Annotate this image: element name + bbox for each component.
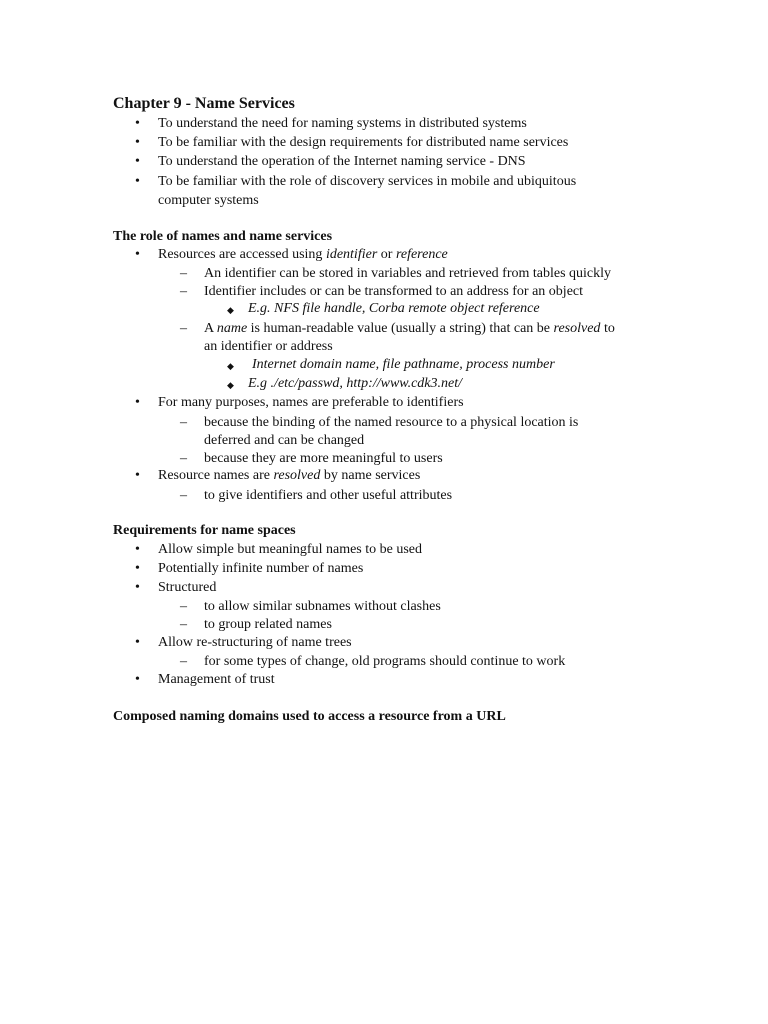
diamond-glyph: ◆	[227, 361, 234, 371]
dash-glyph: –	[180, 617, 187, 632]
section-heading-requirements: Requirements for name spaces	[113, 523, 296, 538]
name-definition-line: A name is human-readable value (usually a string) that can be resolved to	[204, 321, 615, 336]
dash-glyph: –	[180, 415, 187, 430]
requirement-item: Management of trust	[158, 672, 275, 687]
bullet-glyph: •	[135, 468, 140, 483]
dash-glyph: –	[180, 654, 187, 669]
bullet-glyph: •	[135, 116, 140, 131]
bullet-glyph: •	[135, 154, 140, 169]
dash-glyph: –	[180, 488, 187, 503]
bullet-glyph: •	[135, 174, 140, 189]
dash-glyph: –	[180, 321, 187, 336]
sub-item: because the binding of the named resource to a physical location is	[204, 415, 579, 430]
sub-item-continuation: deferred and can be changed	[204, 433, 365, 448]
example-item: Internet domain name, file pathname, process number	[252, 357, 555, 372]
sub-item: to give identifiers and other useful attributes	[204, 488, 453, 503]
objective-item: To be familiar with the design requirements for distributed name services	[158, 135, 569, 150]
requirement-item: Allow re-structuring of name trees	[158, 635, 352, 650]
requirement-item: Potentially infinite number of names	[158, 561, 364, 576]
bullet-glyph: •	[135, 561, 140, 576]
objective-item: To be familiar with the role of discovery services in mobile and ubiquitous	[158, 174, 577, 189]
bullet-glyph: •	[135, 135, 140, 150]
bullet-glyph: •	[135, 672, 140, 687]
resource-names-line: Resource names are resolved by name services	[158, 468, 421, 483]
resources-accessed-line: Resources are accessed using identifier or reference	[158, 247, 448, 262]
bullet-glyph: •	[135, 635, 140, 650]
bullet-glyph: •	[135, 580, 140, 595]
sub-item: to allow similar subnames without clashes	[204, 599, 441, 614]
dash-glyph: –	[180, 451, 187, 466]
sub-item: for some types of change, old programs should continue to work	[204, 654, 566, 669]
sub-item: because they are more meaningful to users	[204, 451, 443, 466]
purposes-item: For many purposes, names are preferable to identifiers	[158, 395, 464, 410]
objective-item: To understand the operation of the Internet naming service - DNS	[158, 154, 526, 169]
bullet-glyph: •	[135, 247, 140, 262]
sub-item: Identifier includes or can be transformed to an address for an object	[204, 284, 584, 299]
chapter-title: Chapter 9 - Name Services	[113, 95, 295, 112]
section-heading-role: The role of names and name services	[113, 229, 333, 244]
diamond-glyph: ◆	[227, 305, 234, 315]
diamond-glyph: ◆	[227, 380, 234, 390]
dash-glyph: –	[180, 599, 187, 614]
example-item: E.g ./etc/passwd, http://www.cdk3.net/	[248, 376, 462, 391]
bullet-glyph: •	[135, 395, 140, 410]
objective-item: To understand the need for naming systems in distributed systems	[158, 116, 527, 131]
requirement-item: Allow simple but meaningful names to be used	[158, 542, 423, 557]
section-heading-composed: Composed naming domains used to access a resource from a URL	[113, 709, 506, 724]
dash-glyph: –	[180, 266, 187, 281]
requirement-item: Structured	[158, 580, 217, 595]
sub-item: to group related names	[204, 617, 332, 632]
example-item: E.g. NFS file handle, Corba remote object reference	[248, 301, 540, 316]
dash-glyph: –	[180, 284, 187, 299]
objective-item-continuation: computer systems	[158, 193, 259, 208]
name-definition-continuation: an identifier or address	[204, 339, 333, 354]
bullet-glyph: •	[135, 542, 140, 557]
sub-item: An identifier can be stored in variables and retrieved from tables quickly	[204, 266, 612, 281]
